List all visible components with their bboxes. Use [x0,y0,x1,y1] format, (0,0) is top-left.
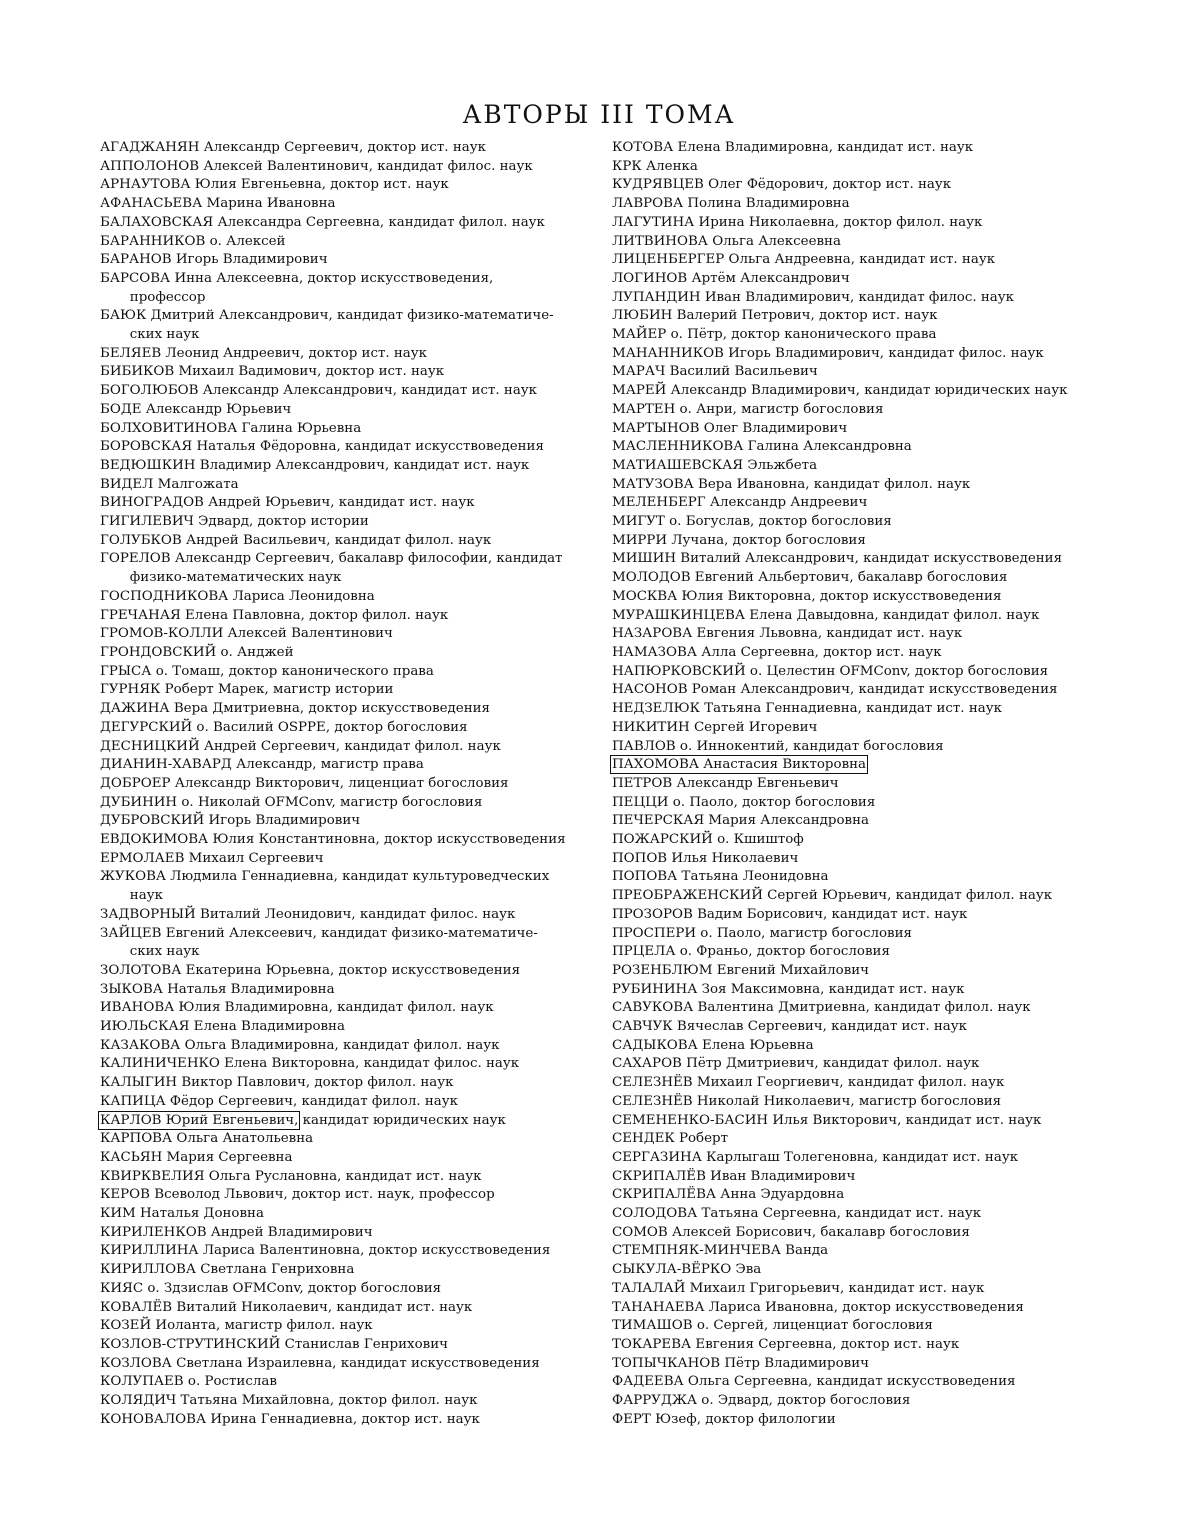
author-name: МАНАННИКОВ Игорь Владимирович, кандидат филос. наук [612,345,1044,361]
author-entry [100,644,592,663]
author-name: БОЛХОВИТИНОВА Галина Юрьевна [100,420,362,436]
author-entry [612,326,1110,345]
author-name: СОЛОДОВА Татьяна Сергеевна, кандидат ист. наук [612,1206,982,1222]
author-entry [100,1074,592,1093]
author-entry [612,925,1110,944]
author-entry [100,1317,592,1336]
author-entry [612,233,1110,252]
author-entry [612,625,1110,644]
author-entry [100,831,592,850]
author-name: КАЗАКОВА Ольга Владимировна, кандидат филол. наук [100,1037,500,1053]
author-entry [612,719,1110,738]
author-entry [100,906,592,925]
author-entry [612,1261,1110,1280]
author-name: МОЛОДОВ Евгений Альбертович, бакалавр богословия [612,570,1008,586]
author-name: ГРОМОВ-КОЛЛИ Алексей Валентинович [100,626,393,642]
author-name: КАЛЫГИН Виктор Павлович, доктор филол. наук [100,1075,454,1091]
author-name: ЛУПАНДИН Иван Владимирович, кандидат филос. наук [612,289,1015,305]
author-entry [612,943,1110,962]
author-entry [100,1037,592,1056]
author-entry [612,812,1110,831]
author-entry [100,457,592,476]
author-name: КРК Аленка [612,158,698,174]
author-name: БИБИКОВ Михаил Вадимович, доктор ист. наук [100,364,445,380]
author-name: АФАНАСЬЕВА Марина Ивановна [100,196,336,212]
author-name: МОСКВА Юлия Викторовна, доктор искусствоведения [612,588,1002,604]
author-name: САВУКОВА Валентина Дмитриевна, кандидат филол. наук [612,1000,1031,1016]
author-name: КАСЬЯН Мария Сергеевна [100,1149,293,1165]
author-entry [100,1224,592,1243]
author-name: ПРОСПЕРИ о. Паоло, магистр богословия [612,925,912,941]
author-entry [100,756,592,775]
author-entry [100,195,592,214]
author-entry [612,1411,1110,1430]
author-entry [100,158,592,177]
author-entry [612,1037,1110,1056]
author-entry [100,1299,592,1318]
author-entry [612,214,1110,233]
author-name: ПЕЧЕРСКАЯ Мария Александровна [612,813,869,829]
author-name: НЕДЗЕЛЮК Татьяна Геннадиевна, кандидат ист. наук [612,701,1002,717]
author-credentials: кандидат юридических наук [298,1112,506,1128]
author-entry [100,1280,592,1299]
author-name: ГИГИЛЕВИЧ Эдвард, доктор истории [100,514,369,530]
author-entry [100,999,592,1018]
author-name: ЕРМОЛАЕВ Михаил Сергеевич [100,850,324,866]
author-name: ЖУКОВА Людмила Геннадиевна, кандидат культуроведческих наук [100,869,550,904]
author-entry [612,1299,1110,1318]
author-entry [612,251,1110,270]
author-name: ЛАВРОВА Полина Владимировна [612,196,850,212]
author-name: БАЛАХОВСКАЯ Александра Сергеевна, кандидат филол. наук [100,214,545,230]
author-entry [100,681,592,700]
author-name: БАРАНОВ Игорь Владимирович [100,252,328,268]
author-name: КАРПОВА Ольга Анатольевна [100,1131,314,1147]
author-entry [100,719,592,738]
author-entry [100,1130,592,1149]
author-entry [612,176,1110,195]
author-entry [100,775,592,794]
author-entry [100,1186,592,1205]
author-name: САДЫКОВА Елена Юрьевна [612,1037,814,1053]
author-name: БОРОВСКАЯ Наталья Фёдоровна, кандидат искусствоведения [100,439,544,455]
author-name: ДАЖИНА Вера Дмитриевна, доктор искусствоведения [100,701,491,717]
author-entry [612,1280,1110,1299]
author-entry [100,176,592,195]
author-entry [612,195,1110,214]
author-entry [100,233,592,252]
author-name: КИЯС о. Здзислав OFMConv, доктор богословия [100,1280,442,1296]
author-name: ВИДЕЛ Малгожата [100,476,239,492]
author-name: ЛЮБИН Валерий Петрович, доктор ист. наук [612,308,938,324]
author-name: ПЕТРОВ Александр Евгеньевич [612,775,839,791]
author-name: ГОСПОДНИКОВА Лариса Леонидовна [100,588,375,604]
author-entry [612,289,1110,308]
author-name: ПОПОВА Татьяна Леонидовна [612,869,829,885]
author-entry [612,1336,1110,1355]
author-entry [612,644,1110,663]
author-entry [100,532,592,551]
author-name: АРНАУТОВА Юлия Евгеньевна, доктор ист. наук [100,177,449,193]
author-name: СЕНДЕК Роберт [612,1131,729,1147]
author-entry [100,1373,592,1392]
author-entry [100,1261,592,1280]
author-entry [612,1018,1110,1037]
author-name: КОЗЛОВА Светлана Израилевна, кандидат искусствоведения [100,1355,540,1371]
author-name: ФАРРУДЖА о. Эдвард, доктор богословия [612,1393,911,1409]
author-name: ЗЫКОВА Наталья Владимировна [100,981,335,997]
author-entry [612,1074,1110,1093]
author-entry [100,1411,592,1430]
author-name: БАРСОВА Инна Алексеевна, доктор искусствоведения, профессор [100,270,494,305]
author-entry [612,513,1110,532]
author-name: ЛИТВИНОВА Ольга Алексеевна [612,233,841,249]
author-entry [612,756,1110,775]
author-entry [612,887,1110,906]
author-name: ФЕРТ Юзеф, доктор филологии [612,1411,836,1427]
author-name: КОЗЕЙ Иоланта, магистр филол. наук [100,1318,373,1334]
author-name: ГРЕЧАНАЯ Елена Павловна, доктор филол. наук [100,607,449,623]
author-name: СОМОВ Алексей Борисович, бакалавр богословия [612,1224,970,1240]
author-name: ВИНОГРАДОВ Андрей Юрьевич, кандидат ист. наук [100,495,475,511]
author-name: БЕЛЯЕВ Леонид Андреевич, доктор ист. наук [100,345,428,361]
author-name: КОЗЛОВ-СТРУТИНСКИЙ Станислав Генрихович [100,1337,448,1352]
author-name: МЕЛЕНБЕРГ Александр Андреевич [612,495,868,511]
author-name: МАСЛЕННИКОВА Галина Александровна [612,439,912,455]
author-entry [612,420,1110,439]
author-entry [612,850,1110,869]
author-entry [100,1149,592,1168]
author-name: КОВАЛЁВ Виталий Николаевич, кандидат ист. наук [100,1299,473,1315]
author-entry [100,513,592,532]
author-entry [100,214,592,233]
author-name: ДИАНИН-ХАВАРД Александр, магистр права [100,757,424,773]
author-name: ЗАДВОРНЫЙ Виталий Леонидович, кандидат филос. наук [100,906,516,922]
author-name: БОДЕ Александр Юрьевич [100,401,292,417]
author-entry [100,925,592,962]
author-name: БОГОЛЮБОВ Александр Александрович, кандидат ист. наук [100,383,538,399]
author-name: МАРАЧ Василий Васильевич [612,364,818,380]
author-entry [612,868,1110,887]
author-entry [100,401,592,420]
author-name: ГУРНЯК Роберт Марек, магистр истории [100,682,394,698]
author-name-boxed: ПАХОМОВА Анастасия Викторовна [612,757,867,773]
author-name: ПРЕОБРАЖЕНСКИЙ Сергей Юрьевич, кандидат филол. наук [612,888,1053,904]
author-entry [612,363,1110,382]
author-name: МАТИАШЕВСКАЯ Эльжбета [612,457,818,473]
author-entry [612,962,1110,981]
author-name: ГОЛУБКОВ Андрей Васильевич, кандидат филол. наук [100,532,492,548]
author-entry [612,1130,1110,1149]
author-name: СКРИПАЛЁВ Иван Владимирович [612,1168,856,1184]
author-entry [100,494,592,513]
author-name: ПОЖАРСКИЙ о. Кшиштоф [612,832,804,848]
author-name: СЕРГАЗИНА Карлыгаш Толегеновна, кандидат ист. наук [612,1149,1019,1165]
author-name: РОЗЕНБЛЮМ Евгений Михайлович [612,962,870,978]
author-name: ЕВДОКИМОВА Юлия Константиновна, доктор искусствоведения [100,832,566,848]
author-entry [100,1055,592,1074]
author-name: КОЛЯДИЧ Татьяна Михайловна, доктор филол. наук [100,1393,478,1409]
author-entry [612,1055,1110,1074]
author-name: ДОБРОЕР Александр Викторович, лиценциат богословия [100,775,509,791]
author-entry [612,663,1110,682]
author-entry [612,270,1110,289]
author-entry [612,158,1110,177]
author-name: МИРРИ Лучана, доктор богословия [612,532,866,548]
author-name: ЛИЦЕНБЕРГЕР Ольга Андреевна, кандидат ист. наук [612,252,996,268]
author-entry [100,663,592,682]
author-entry [100,1093,592,1112]
author-name: ТАЛАЛАЙ Михаил Григорьевич, кандидат ист. наук [612,1280,985,1296]
author-name: МИШИН Виталий Александрович, кандидат искусствоведения [612,551,1063,567]
author-name: НИКИТИН Сергей Игоревич [612,719,818,735]
author-name: СЫКУЛА-ВЁРКО Эва [612,1262,762,1278]
author-entry [100,345,592,364]
author-name: КИМ Наталья Доновна [100,1206,264,1222]
author-entry [100,625,592,644]
author-entry [100,270,592,307]
author-entry [100,1355,592,1374]
author-name: ТОПЫЧКАНОВ Пётр Владимирович [612,1355,869,1371]
author-name: КОЛУПАЕВ о. Ростислав [100,1374,277,1390]
author-name: СКРИПАЛЁВА Анна Эдуардовна [612,1187,845,1203]
author-name: ГРОНДОВСКИЙ о. Анджей [100,644,294,660]
author-name: ВЕДЮШКИН Владимир Александрович, кандидат ист. наук [100,457,530,473]
author-name: ДУБРОВСКИЙ Игорь Владимирович [100,813,361,829]
author-entry [612,569,1110,588]
author-entry [612,1317,1110,1336]
author-name: КОНОВАЛОВА Ирина Геннадиевна, доктор ист. наук [100,1411,480,1427]
author-name: СЕЛЕЗНЁВ Михаил Георгиевич, кандидат филол. наук [612,1075,1005,1091]
author-entry [612,139,1110,158]
author-name: ИЮЛЬСКАЯ Елена Владимировна [100,1019,345,1035]
author-entry [100,738,592,757]
author-name: АГАДЖАНЯН Александр Сергеевич, доктор ист. наук [100,140,486,155]
author-entry [612,476,1110,495]
author-entry [612,1224,1110,1243]
author-entry [612,438,1110,457]
author-entry [100,251,592,270]
author-name: САХАРОВ Пётр Дмитриевич, кандидат филол. наук [612,1056,980,1072]
author-entry [100,588,592,607]
author-name: ПРЦЕЛА о. Франьо, доктор богословия [612,944,890,960]
author-name: МИГУТ о. Богуслав, доктор богословия [612,514,892,530]
author-entry [612,1205,1110,1224]
author-name: КИРИЛЛОВА Светлана Генриховна [100,1262,355,1278]
author-entry [100,1392,592,1411]
author-name: КАЛИНИЧЕНКО Елена Викторовна, кандидат филос. наук [100,1056,520,1072]
author-name: МУРАШКИНЦЕВА Елена Давыдовна, кандидат филол. наук [612,607,1040,623]
author-name: НАМАЗОВА Алла Сергеевна, доктор ист. наук [612,644,942,660]
author-entry [612,457,1110,476]
author-entry [100,139,592,158]
author-name: ТАНАНАЕВА Лариса Ивановна, доктор искусствоведения [612,1299,1024,1315]
author-entry [612,906,1110,925]
author-name: КВИРКВЕЛИЯ Ольга Руслановна, кандидат ист. наук [100,1168,482,1184]
author-name: КЕРОВ Всеволод Львович, доктор ист. наук, профессор [100,1187,495,1203]
author-name: ПЕЦЦИ о. Паоло, доктор богословия [612,794,876,810]
author-entry [100,812,592,831]
author-entry [100,962,592,981]
author-entry [612,607,1110,626]
author-entry [612,1355,1110,1374]
author-entry [100,1205,592,1224]
author-name: ФАДЕЕВА Ольга Сергеевна, кандидат искусствоведения [612,1374,1016,1390]
author-name: КИРИЛЕНКОВ Андрей Владимирович [100,1224,373,1240]
author-name: САВЧУК Вячеслав Сергеевич, кандидат ист. наук [612,1019,968,1035]
author-entry [100,868,592,905]
author-entry [612,700,1110,719]
author-name: МАЙЕР о. Пётр, доктор канонического права [612,327,937,343]
author-entry [100,1168,592,1187]
author-entry [612,1149,1110,1168]
author-name: ТИМАШОВ о. Сергей, лиценциат богословия [612,1318,933,1334]
author-entry [100,981,592,1000]
author-name: ДЕСНИЦКИЙ Андрей Сергеевич, кандидат филол. наук [100,738,501,754]
author-entry [100,794,592,813]
author-entry [612,775,1110,794]
author-name: АППОЛОНОВ Алексей Валентинович, кандидат филос. наук [100,158,533,174]
author-entry [100,1018,592,1037]
author-name: НАЗАРОВА Евгения Львовна, кандидат ист. наук [612,626,963,642]
author-name: НАПЮРКОВСКИЙ о. Целестин OFMConv, доктор богословия [612,663,1049,679]
author-name: ЗАЙЦЕВ Евгений Алексеевич, кандидат физико-математиче- ских наук [100,925,538,960]
author-entry [100,607,592,626]
author-name: ГОРЕЛОВ Александр Сергеевич, бакалавр философии, кандидат физико-математических наук [100,551,563,586]
author-name: ИВАНОВА Юлия Владимировна, кандидат филол. наук [100,1000,494,1016]
page-title: АВТОРЫ III ТОМА [462,100,736,129]
author-name: ЗОЛОТОВА Екатерина Юрьевна, доктор искусствоведения [100,962,521,978]
author-entry [100,1336,592,1355]
author-entry [100,850,592,869]
author-name: РУБИНИНА Зоя Максимовна, кандидат ист. наук [612,981,965,997]
author-name: ЛАГУТИНА Ирина Николаевна, доктор филол. наук [612,214,983,230]
author-entry [100,550,592,587]
author-entry [612,307,1110,326]
author-entry [612,794,1110,813]
author-entry [100,307,592,344]
author-entry [100,438,592,457]
author-name: ПАВЛОВ о. Иннокентий, кандидат богословия [612,738,944,754]
author-entry [612,1168,1110,1187]
author-entry [100,1242,592,1261]
author-entry [612,1093,1110,1112]
author-entry [612,1373,1110,1392]
author-entry [612,981,1110,1000]
author-name: СЕЛЕЗНЁВ Николай Николаевич, магистр богословия [612,1093,1002,1109]
author-entry [612,550,1110,569]
author-entry [100,700,592,719]
author-name: ЛОГИНОВ Артём Александрович [612,270,850,286]
author-name: ДУБИНИН о. Николай OFMConv, магистр богословия [100,794,483,810]
author-name: КОТОВА Елена Владимировна, кандидат ист. наук [612,140,974,155]
author-name: БАРАННИКОВ о. Алексей [100,233,286,249]
author-entry [100,420,592,439]
author-entry [612,831,1110,850]
author-entry [612,738,1110,757]
author-entry [612,345,1110,364]
author-name: СЕМЕНЕНКО-БАСИН Илья Викторович, кандидат ист. наук [612,1112,1042,1128]
author-entry [100,1112,592,1131]
author-entry [612,382,1110,401]
author-entry [612,1186,1110,1205]
author-name: БАЮК Дмитрий Александрович, кандидат физико-математиче- ских наук [100,308,554,343]
author-name: МАРЕЙ Александр Владимирович, кандидат юридических наук [612,383,1068,399]
author-name: ДЕГУРСКИЙ о. Василий OSPPE, доктор богословия [100,719,468,735]
author-entry [612,1392,1110,1411]
author-name: МАТУЗОВА Вера Ивановна, кандидат филол. наук [612,476,971,492]
author-entry [612,681,1110,700]
author-name: СТЕМПНЯК-МИНЧЕВА Ванда [612,1243,829,1259]
author-entry [612,532,1110,551]
authors-column-left [100,139,592,1430]
author-name: МАРТЕН о. Анри, магистр богословия [612,401,884,417]
author-name: ПОПОВ Илья Николаевич [612,850,799,866]
author-entry [612,999,1110,1018]
author-entry [100,382,592,401]
author-name: ПРОЗОРОВ Вадим Борисович, кандидат ист. наук [612,906,968,922]
author-entry [612,1242,1110,1261]
author-name: ГРЫСА о. Томаш, доктор канонического права [100,663,434,679]
author-name: КУДРЯВЦЕВ Олег Фёдорович, доктор ист. наук [612,177,952,193]
author-name: КАПИЦА Фёдор Сергеевич, кандидат филол. наук [100,1093,459,1109]
author-entry [100,476,592,495]
author-name-boxed: КАРЛОВ Юрий Евгеньевич, [100,1112,299,1128]
author-entry [612,401,1110,420]
author-entry [612,494,1110,513]
author-name: НАСОНОВ Роман Александрович, кандидат искусствоведения [612,682,1058,698]
author-entry [612,1112,1110,1131]
author-entry [100,363,592,382]
author-entry [612,588,1110,607]
author-name: КИРИЛЛИНА Лариса Валентиновна, доктор искусствоведения [100,1243,551,1259]
authors-column-right [612,139,1110,1430]
author-name: МАРТЫНОВ Олег Владимирович [612,420,848,436]
author-name: ТОКАРЕВА Евгения Сергеевна, доктор ист. наук [612,1337,960,1352]
